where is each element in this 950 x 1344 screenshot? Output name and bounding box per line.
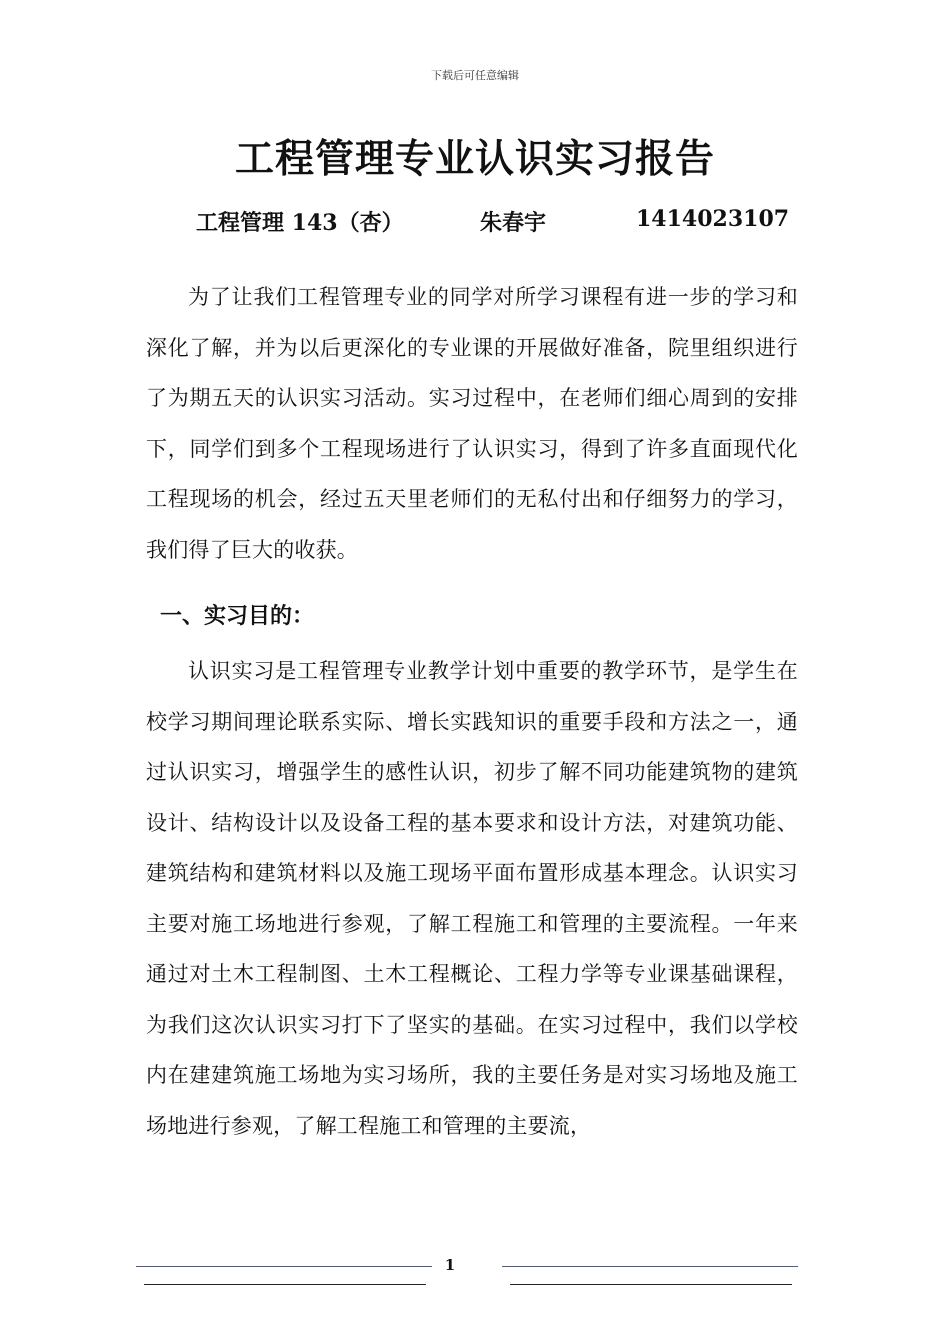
purpose-paragraph: 认识实习是工程管理专业教学计划中重要的教学环节，是学生在校学习期间理论联系实际、增长实践知识的重要手段和方法之一，通过认识实习，增强学生的感性认识，初步了解不同功能建筑物的建筑设计、结构设计以及设备工程的基本要求和设计方法，对建筑功能、建筑结构和建筑材料以及施工现场平面布置形成基本理念。认识实习主要对施工场地进行参观，了解工程施工和管理的主要流程。一年来通过对土木工程制图、土木工程概论、工程力学等专业课基础课程，为我们这次认识实习打下了坚实的基础。在实习过程中，我们以学校内在建建筑施工场地为实习场所，我的主要任务是对实习场地及施工场地进行参观，了解工程施工和管理的主要流， — [146, 659, 798, 1138]
footer-rule-right-bottom — [510, 1284, 792, 1285]
footer-rule-left-top — [136, 1266, 432, 1267]
author-class: 工程管理 143（杏） — [196, 210, 404, 236]
author-student-id: 1414023107 — [636, 206, 790, 232]
page-number: 1 — [444, 1256, 456, 1274]
author-line — [0, 206, 950, 240]
footer-rule-left-bottom — [144, 1284, 426, 1285]
document-title: 工程管理专业认识实习报告 — [234, 136, 715, 182]
intro-paragraph: 为了让我们工程管理专业的同学对所学习课程有进一步的学习和深化了解，并为以后更深化的专业课的开展做好准备，院里组织进行了为期五天的认识实习活动。实习过程中，在老师们细心周到的安排下，同学们到多个工程现场进行了认识实习，得到了许多直面现代化工程现场的机会，经过五天里老师们的无私付出和仔细努力的学习，我们得了巨大的收获。 — [146, 285, 798, 562]
author-name: 朱春宇 — [480, 210, 547, 236]
footer-rule-right-top — [502, 1266, 798, 1267]
header-note: 下载后可任意编辑 — [431, 69, 519, 82]
section-heading-purpose: 一、实习目的： — [160, 603, 315, 629]
